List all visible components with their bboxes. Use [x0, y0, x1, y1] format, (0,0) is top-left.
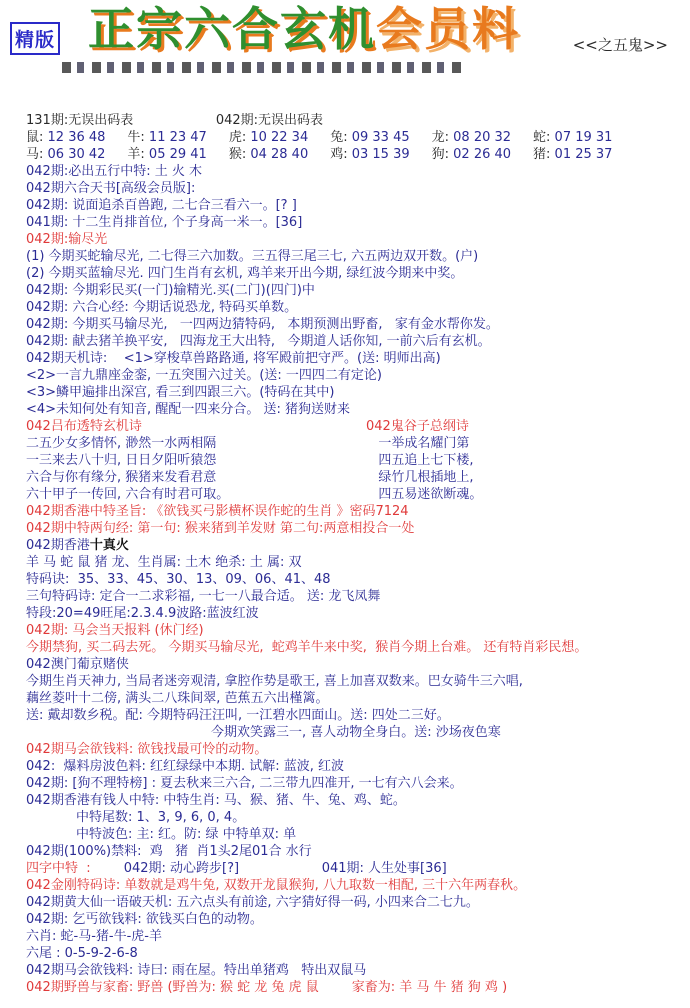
shengxiao-line [26, 554, 666, 571]
text-segment: 042期: 今期买马输尽光, 一四两边猜特码, 本期预测出野畜, 家有金水帮你发。 [26, 317, 499, 332]
text-segment: 042澳门葡京赌侠 [26, 657, 129, 672]
caimin-line [26, 282, 666, 299]
jingang-line [26, 877, 666, 894]
dual-poem-headers [26, 418, 666, 435]
tianji-poem-4 [26, 401, 666, 418]
text-segment: 042期: 今期彩民买(一门)输精光.买(二门)(四门)中 [26, 283, 315, 298]
duxia-2 [26, 690, 666, 707]
text-segment: 042期野兽与家畜: 野兽 (野兽为: 猴 蛇 龙 兔 虎 鼠 家畜为: 羊 马 牛 猪 狗 鸡 ) [26, 980, 508, 995]
text-segment: 中特尾数: 1、3, 9, 6, 0, 4。 [76, 810, 246, 825]
split-right-text: 四五易迷欲断魂。 [366, 487, 483, 502]
page-title [88, 2, 520, 56]
obscured-headline-remnant [62, 62, 462, 73]
sanju-line [26, 588, 666, 605]
table-captions [26, 112, 666, 129]
text-segment: 今期欢笑露三一, 喜人动物全身白。送: 沙场夜色寒 [211, 725, 501, 740]
zodiac-cell-兔: 兔: 09 33 45 [330, 130, 410, 145]
text-segment: 今期禁狗, 买二码去死。 今期买马输尽光, 蛇鸡羊牛来中奖, 猴肖今期上台难。 还有特肖彩民想。 [26, 640, 588, 655]
title-part-orange: 会员料 [376, 2, 520, 56]
text-segment: (2) 今期买蓝输尽光. 四门生肖有玄机, 鸡羊来开出今期, 绿红波今期来中奖。 [26, 266, 464, 281]
text-segment: 十真火 [89, 538, 129, 553]
split-right-text: 绿竹几根插地上, [366, 470, 474, 485]
weishu-line [26, 809, 666, 826]
text-segment: 特段:20=49旺尾:2.3.4.9波路:蓝波红波 [26, 606, 259, 621]
split-left-text: 二五少女多情怀, 渺然一水两相隔 [26, 436, 217, 451]
qigai-line [26, 911, 666, 928]
goubuli-line [26, 775, 666, 792]
text-segment: 042期: 六合心经: 今期话说恐龙, 特码买单数。 [26, 300, 298, 315]
text-segment: 042期: 动心跨步[?] [94, 861, 240, 876]
poem-row [26, 486, 666, 503]
yuqian-line [26, 741, 666, 758]
text-segment: 042期(100%)禁料: 鸡 猪 肖1头2尾01合 水行 [26, 844, 312, 859]
split-left-text: 042吕布透特玄机诗 [26, 419, 142, 434]
zodiac-cell-虎: 虎: 10 22 34 [228, 130, 309, 145]
liuwei-line [26, 945, 666, 962]
text-segment: 中特波色: 主: 红。防: 绿 中特单双: 单 [76, 827, 297, 842]
huangdaxian-line [26, 894, 666, 911]
text-segment: 三句特码诗: 定合一二求彩福, 一七一八最合适。 送: 龙飞凤舞 [26, 589, 381, 604]
text-segment: (1) 今期买蛇输尽光, 二七得三六加数。三五得三尾三七, 六五两边双开数。(户) [26, 249, 479, 264]
poem-row [26, 435, 666, 452]
text-segment: 042期:无误出码表 [215, 113, 324, 128]
sizi-zhongte-line [26, 860, 666, 877]
heaven-book-041 [26, 214, 666, 231]
tianji-poem-3 [26, 384, 666, 401]
duxia-1 [26, 673, 666, 690]
temajue-line [26, 571, 666, 588]
text-segment: 042期马会欲钱料: 欲钱找最可怜的动物。 [26, 742, 268, 757]
text-segment: <2>一言九鼎座金銮, 一五突围六过关。(送: 一四四二有定论) [26, 368, 382, 383]
text-segment: 042: 爆料房波色料: 红红绿绿中本期. 试解: 蓝波, 红波 [26, 759, 345, 774]
shujinguang-1 [26, 248, 666, 265]
text-segment: 送: 戴却数乡税。配: 今期特码汪汪叫, 一江碧水四面山。送: 四处二三好。 [26, 708, 450, 723]
duxia-4 [26, 724, 666, 741]
text-segment: 042期: 献去猪羊换平安, 四海龙王大出特, 今期道人话你知, 一前六后有玄机。 [26, 334, 491, 349]
text-segment [133, 113, 216, 128]
text-segment: 042期:必出五行中特: 土 火 木 [26, 164, 202, 179]
text-segment: <4>未知何处有知音, 醒配一四来分合。 送: 猪狗送财来 [26, 402, 350, 417]
split-right-text: 四五追上七下楼, [366, 453, 474, 468]
text-segment: 042金刚特码诗: 单数就是鸡牛兔, 双数开龙鼠猴狗, 八九取数一相配, 三十六年两春秋。 [26, 878, 527, 893]
zodiac-row-2 [26, 146, 666, 163]
text-segment: 042期天机诗: <1>穿梭草兽路路通, 将军殿前把守严。(送: 明师出高) [26, 351, 441, 366]
zhenhuo-line [26, 537, 666, 554]
text-segment: 042期香港有钱人中特: 中特生肖: 马、猴、猪、牛、兔、鸡、蛇。 [26, 793, 406, 808]
shujinguang-2 [26, 265, 666, 282]
sheet-header [0, 0, 690, 112]
text-segment: 041期: 人生处事[36] [239, 861, 447, 876]
zodiac-cell-猴: 猴: 04 28 40 [228, 147, 309, 162]
shiyue-line [26, 962, 666, 979]
text-segment: 042期马会欲钱料: 诗曰: 雨在屋。特出单猪鸡 特出双鼠马 [26, 963, 367, 978]
five-elements-line [26, 163, 666, 180]
text-segment: 131期:无误出码表 [26, 113, 134, 128]
text-segment: 042期: [狗不理特榜] : 夏去秋来三六合, 二三带九四准开, 一七有六八会来。 [26, 776, 463, 791]
text-segment: 042期香港中特圣旨: 《欲钱买弓影横杯误作蛇的生肖 》密码7124 [26, 504, 409, 519]
split-right-text: 一举成名耀门第 [366, 436, 470, 451]
text-segment: 042期黄大仙一语破天机: 五六点头有前途, 六字猜好得一码, 小四来合二七九。 [26, 895, 479, 910]
poem-row [26, 469, 666, 486]
jingou-line [26, 639, 666, 656]
zodiac-cell-龙: 龙: 08 20 32 [431, 130, 512, 145]
yeshou-jiachu-line [26, 979, 666, 996]
boseliao-line [26, 758, 666, 775]
teduan-line [26, 605, 666, 622]
zhuyang-line [26, 333, 666, 350]
liangju-line [26, 520, 666, 537]
bose-line [26, 826, 666, 843]
text-segment: 041期: 十二生肖排首位, 个子身高一米一。[36] [26, 215, 303, 230]
tianji-poem-1 [26, 350, 666, 367]
zodiac-cell-蛇: 蛇: 07 19 31 [533, 130, 613, 145]
xinjing-line [26, 299, 666, 316]
zodiac-cell-鼠: 鼠: 12 36 48 [26, 130, 106, 145]
shengzhi-line [26, 503, 666, 520]
split-left-text: 一三来去八十归, 日日夕阳听猿怨 [26, 453, 217, 468]
liuxiao-line [26, 928, 666, 945]
text-segment: 042期中特两句经: 第一句: 猴来猪到羊发财 第二句:两意相投合一处 [26, 521, 415, 536]
text-segment: 042期六合天书[高级会员版]: [26, 181, 196, 196]
poem-row [26, 452, 666, 469]
text-segment: 042期: 马会当天报料 (休门经) [26, 623, 204, 638]
split-left-text: 六十甲子一传回, 六合有时君可取。 [26, 487, 230, 502]
split-left-text: 六合与你有缘分, 猴猪来发看君意 [26, 470, 217, 485]
zodiac-cell-狗: 狗: 02 26 40 [431, 147, 512, 162]
maima-line [26, 316, 666, 333]
text-segment: 四字中特 : [26, 861, 95, 876]
text-segment: 羊 马 蛇 鼠 猪 龙、生肖属: 土木 绝杀: 土 属: 双 [26, 555, 302, 570]
text-segment: 六尾 : 0-5-9-2-6-8 [26, 946, 138, 961]
tip-sheet-body [26, 112, 666, 996]
text-segment: 042期:输尽光 [26, 232, 108, 247]
text-segment: 六肖: 蛇-马-猪-牛-虎-羊 [26, 929, 162, 944]
zodiac-cell-鸡: 鸡: 03 15 39 [330, 147, 410, 162]
text-segment: 今期生肖天神力, 当局者迷旁观清, 拿腔作势是歌王, 喜上加喜双数来。巴女骑牛三六唱, [26, 674, 523, 689]
mahui-baoliao-header [26, 622, 666, 639]
text-segment: 藕丝菱叶十二傍, 满头二八珠间翠, 芭蕉五六出槿篱。 [26, 691, 329, 706]
text-segment: 特码诀: 35、33、45、30、13、09、06、41、48 [26, 572, 331, 587]
text-segment: <3>鳞甲遍排出深宫, 看三到四跟三六。(特码在其中) [26, 385, 335, 400]
zodiac-cell-猪: 猪: 01 25 37 [533, 147, 613, 162]
text-segment: 042期: 说面追杀百兽跑, 二七合三看六一。[? ] [26, 198, 297, 213]
section-heaven-book [26, 180, 666, 197]
youqianren-line [26, 792, 666, 809]
duxia-3 [26, 707, 666, 724]
zodiac-cell-羊: 羊: 05 29 41 [127, 147, 207, 162]
tianji-poem-2 [26, 367, 666, 384]
text-segment: 042期: 乞丐欲钱料: 欲钱买白色的动物。 [26, 912, 263, 927]
zodiac-row-1 [26, 129, 666, 146]
premium-edition-badge: 精版 [10, 22, 60, 55]
title-part-green: 正宗六合玄机 [88, 2, 376, 56]
text-segment: 042期香港 [26, 538, 90, 553]
section-shujinguang [26, 231, 666, 248]
aomen-header [26, 656, 666, 673]
edition-tag: <<之五鬼>> [572, 36, 668, 54]
zodiac-cell-牛: 牛: 11 23 47 [127, 130, 207, 145]
zodiac-cell-马: 马: 06 30 42 [26, 147, 106, 162]
jinliao-line [26, 843, 666, 860]
heaven-book-042 [26, 197, 666, 214]
split-right-text: 042鬼谷子总纲诗 [366, 419, 469, 434]
